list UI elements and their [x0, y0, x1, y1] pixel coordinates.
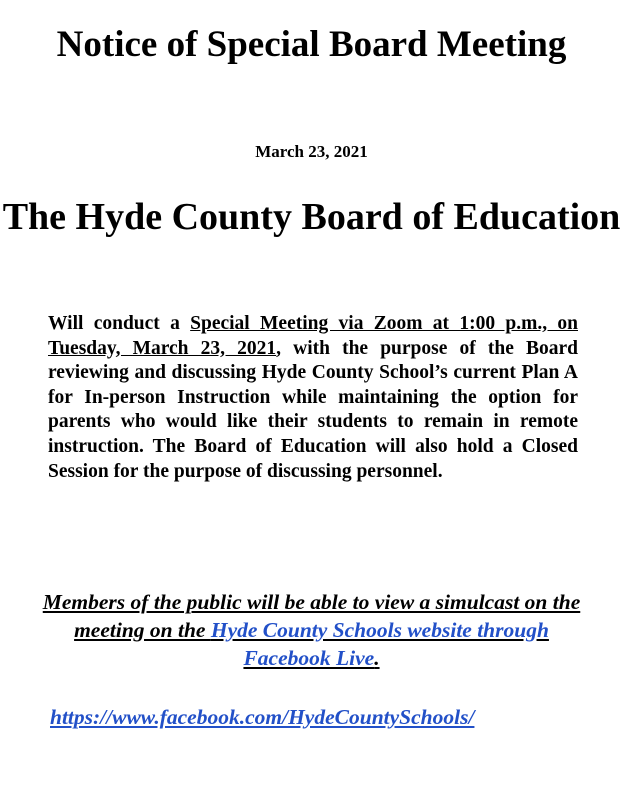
notice-title: Notice of Special Board Meeting: [56, 24, 567, 65]
board-name: The Hyde County Board of Education: [2, 196, 621, 238]
facebook-url-link[interactable]: https://www.facebook.com/HydeCountySchools/: [50, 705, 475, 729]
public-notice-end: .: [374, 646, 380, 670]
public-viewing-notice: [30, 588, 593, 672]
description-rest: , with the purpose of the Board reviewing and discussing Hyde County School’s current Plan A for In-person Instruction while maintaining the option for parents who would like their students to remain in remote instruction. The Board of Education will also hold a Closed Session for the purpose of discussing personnel.: [48, 337, 578, 482]
meeting-description: [48, 312, 578, 484]
description-lead: Will conduct a: [48, 313, 191, 334]
notice-date: March 23, 2021: [255, 142, 368, 161]
meeting-details: Special Meeting via Zoom at 1:00 p.m., on Tuesday, March 23, 2021: [48, 313, 578, 359]
public-notice-text: Members of the public will be able to view a simulcast on the meeting on the: [42, 590, 581, 642]
facebook-live-link[interactable]: Hyde County Schools website through Facebook Live: [210, 618, 549, 670]
